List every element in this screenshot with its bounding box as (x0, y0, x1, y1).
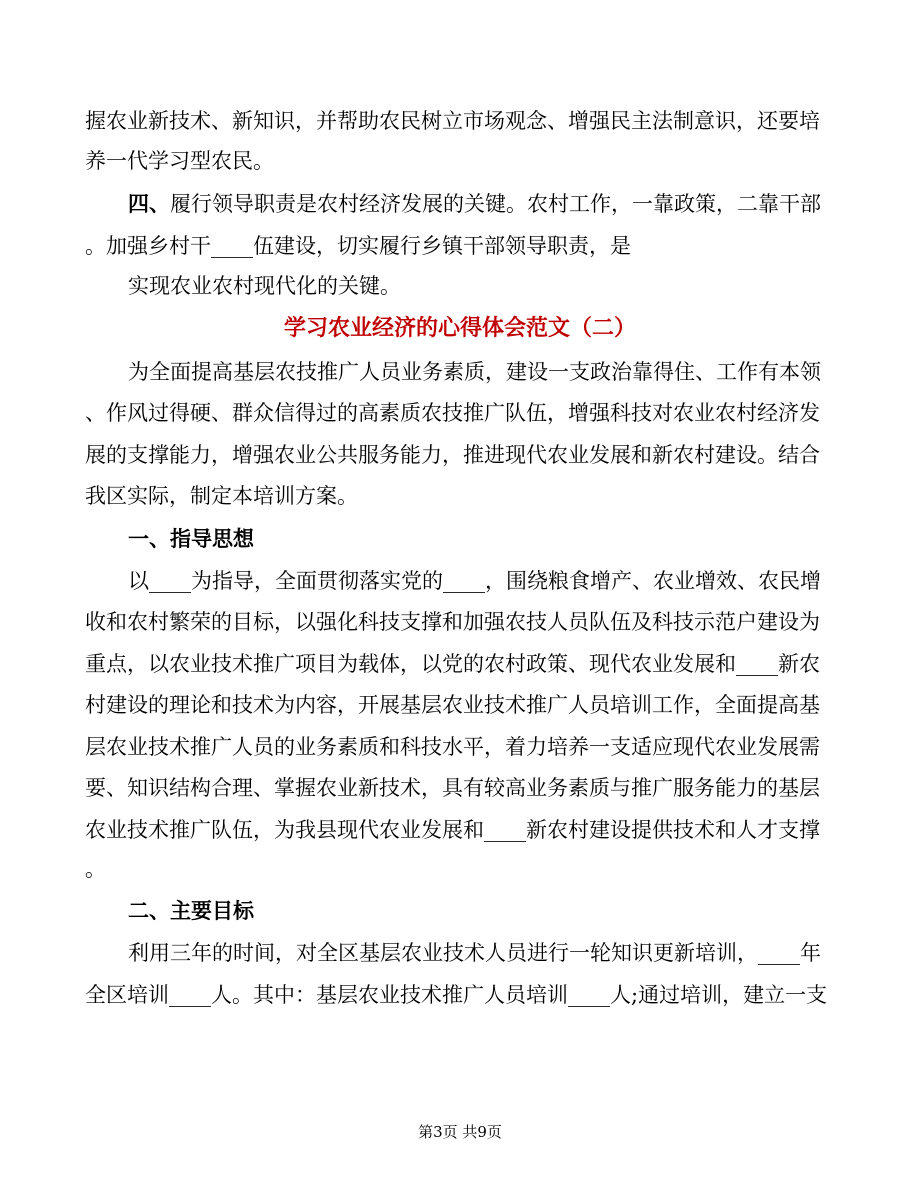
section-heading: 一、指导思想 (128, 526, 254, 551)
text: 展的支撑能力，增强农业公共服务能力，推进现代农业发展和新农村建设。结合 (85, 443, 820, 467)
paragraph-line (0, 481, 920, 511)
text: 实现农业农村现代化的关键。 (128, 274, 401, 298)
text: 农业技术推广队伍，为我县现代农业发展和____新农村建设提供技术和人才支撑 (85, 818, 820, 842)
paragraph-line (0, 690, 920, 720)
paragraph-line (0, 854, 920, 884)
paragraph-line (0, 649, 920, 679)
paragraph-line (0, 815, 920, 845)
text: 收和农村繁荣的目标，以强化科技支撑和加强农技人员队伍及科技示范户建设为 (85, 610, 820, 634)
paragraph-line (0, 980, 920, 1010)
paragraph-line (0, 189, 920, 219)
article-title: 学习农业经济的心得体会范文（二） (283, 315, 636, 341)
text: 层农业技术推广人员的业务素质和科技水平，着力培养一支适应现代农业发展需 (85, 735, 820, 759)
paragraph-line (0, 398, 920, 428)
text: 握农业新技术、新知识，并帮助农民树立市场观念、增强民主法制意识，还要培 (85, 109, 820, 133)
section-heading: 二、主要目标 (128, 898, 254, 923)
paragraph-line (0, 106, 920, 136)
section-number: 四、 (128, 191, 170, 216)
text: 全区培训____人。其中：基层农业技术推广人员培训____人;通过培训，建立一支 (85, 983, 828, 1007)
text: 、作风过得硬、群众信得过的高素质农技推广队伍，增强科技对农业农村经济发 (85, 401, 820, 425)
paragraph-line (0, 732, 920, 762)
paragraph-line (0, 440, 920, 470)
text: 村建设的理论和技术为内容，开展基层农业技术推广人员培训工作，全面提高基 (85, 693, 820, 717)
paragraph-line (0, 357, 920, 387)
paragraph-line (0, 271, 920, 301)
text: 以____为指导，全面贯彻落实党的____，围绕粮食增产、农业增效、农民增 (128, 569, 821, 593)
paragraph-line (0, 566, 920, 596)
text: 。 (85, 857, 106, 881)
paragraph-line (0, 607, 920, 637)
text: 要、知识结构合理、掌握农业新技术，具有较高业务素质与推广服务能力的基层 (85, 776, 820, 800)
text: 我区实际，制定本培训方案。 (85, 484, 358, 508)
paragraph-line (0, 146, 920, 176)
text: 履行领导职责是农村经济发展的关键。农村工作，一靠政策，二靠干部 (170, 192, 821, 216)
text: 为全面提高基层农技推广人员业务素质，建设一支政治靠得住、工作有本领 (128, 360, 821, 384)
paragraph-line (0, 773, 920, 803)
text: 。加强乡村干____伍建设，切实履行乡镇干部领导职责，是 (85, 234, 631, 258)
text: 利用三年的时间，对全区基层农业技术人员进行一轮知识更新培训，____年 (128, 941, 821, 965)
text: 重点，以农业技术推广项目为载体，以党的农村政策、现代农业发展和____新农 (85, 652, 820, 676)
paragraph-line (0, 231, 920, 261)
page-footer: 第3页 共9页 (418, 1123, 502, 1141)
text: 养一代学习型农民。 (85, 149, 274, 173)
paragraph-line (0, 938, 920, 968)
